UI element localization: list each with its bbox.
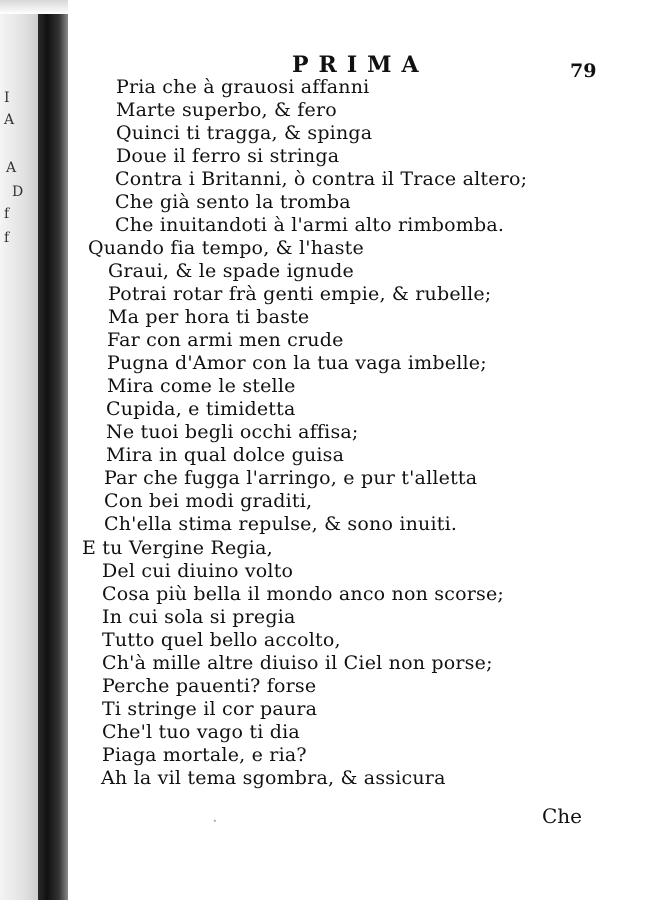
facing-page-fragment: f — [4, 206, 10, 222]
poem-line: Contra i Britanni, ò contra il Trace altero; — [115, 168, 528, 190]
poem-line: Quinci ti tragga, & spinga — [116, 122, 373, 144]
facing-page-fragment: D — [12, 184, 24, 200]
poem-line: Ch'à mille altre diuiso il Ciel non porse; — [102, 652, 493, 674]
catchword: Che — [542, 804, 583, 828]
print-speck: ꞏ — [213, 814, 217, 828]
poem-line: Ne tuoi begli occhi affisa; — [106, 421, 359, 443]
book-page — [68, 0, 651, 900]
running-head: PRIMA — [292, 52, 429, 78]
page-number: 79 — [570, 60, 597, 82]
facing-page-edge — [0, 0, 42, 900]
poem-line: In cui sola si pregia — [102, 606, 296, 628]
poem-line: Mira come le stelle — [107, 375, 296, 397]
poem-line: Far con armi men crude — [107, 329, 344, 351]
facing-page-fragment: A — [6, 160, 17, 176]
poem-line: Cosa più bella il mondo anco non scorse; — [102, 583, 505, 605]
poem-line: Pria che à grauosi affanni — [116, 76, 370, 98]
poem-line: Mira in qual dolce guisa — [106, 444, 345, 466]
poem-line: Potrai rotar frà genti empie, & rubelle; — [108, 283, 492, 305]
poem-line: Che inuitandoti à l'armi alto rimbomba. — [115, 214, 505, 236]
poem-line: Del cui diuino volto — [102, 560, 294, 582]
poem-line: Pugna d'Amor con la tua vaga imbelle; — [107, 352, 487, 374]
poem-line: Par che fugga l'arringo, e pur t'alletta — [104, 467, 478, 489]
poem-line: Ti stringe il cor paura — [102, 698, 318, 720]
poem-line: Graui, & le spade ignude — [108, 260, 354, 282]
poem-line: Tutto quel bello accolto, — [102, 629, 341, 651]
poem-line: E tu Vergine Regia, — [82, 537, 273, 559]
book-gutter — [38, 0, 68, 900]
poem-line: Ma per hora ti baste — [108, 306, 310, 328]
facing-page-fragment: I — [4, 90, 10, 106]
poem-line: Quando fia tempo, & l'haste — [88, 237, 364, 259]
poem-line: Doue il ferro si stringa — [116, 145, 340, 167]
poem-line: Marte superbo, & fero — [116, 99, 337, 121]
poem-line: Che'l tuo vago ti dia — [102, 721, 300, 743]
facing-page-fragment: A — [4, 112, 15, 128]
poem-line: Piaga mortale, e ria? — [102, 744, 307, 766]
poem-line: Perche pauenti? forse — [102, 675, 317, 697]
poem-line: Con bei modi graditi, — [104, 490, 313, 512]
poem-line: Ch'ella stima repulse, & sono inuiti. — [104, 513, 458, 535]
poem-line: Ah la vil tema sgombra, & assicura — [101, 767, 446, 789]
poem-line: Che già sento la tromba — [115, 191, 351, 213]
poem-line: Cupida, e timidetta — [106, 398, 296, 420]
facing-page-fragment: f — [4, 230, 10, 246]
